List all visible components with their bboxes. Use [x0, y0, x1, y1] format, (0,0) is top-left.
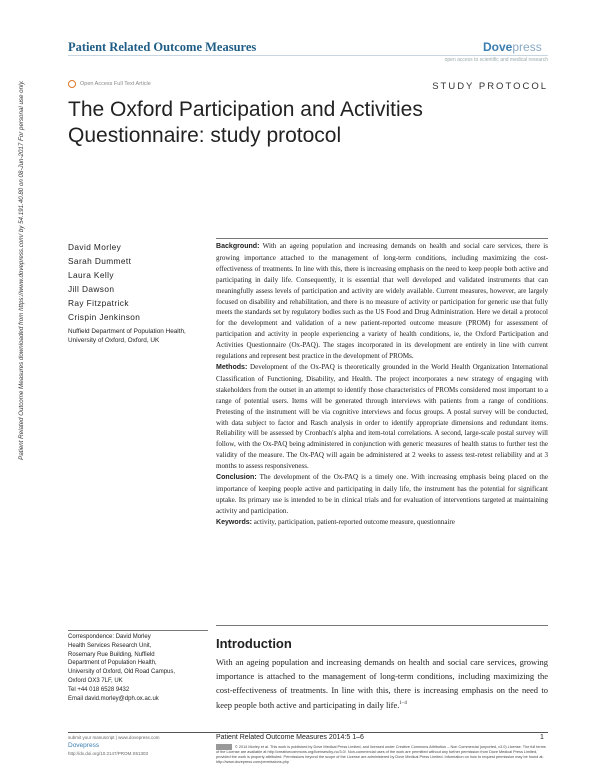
license-text: © 2014 Morley et al. This work is published by Dove Medical Press Limited, and licensed under Creative Commons Attribution – Non Commercial (unported, v3.0) License. The full terms of the License are available at http://creativecommons.org/licenses/by-nc/3.0/. Non-commercial uses of the work are permitted without any further permission from Dove Medical Press Limited, provided the work is properly attributed. Permissions beyond the scope of the License are administered by Dove Medical Press Limited. Information on how to request permission may be found at: http://www.dovepress.com/permissions.php — [216, 745, 546, 764]
author-list — [68, 240, 140, 324]
publisher-logo[interactable] — [483, 40, 542, 54]
author-name: Crispin Jenkinson — [68, 312, 141, 322]
footer-brand[interactable]: Dovepress — [68, 742, 100, 749]
author-affiliation: Nuffield Department of Population Health, University of Oxford, Oxford, UK — [68, 328, 186, 344]
abstract-methods: Methods: Development of the Ox-PAQ is theoretically grounded in the World Health Organization International Classification of Functioning, Disability, and Health. The project incorporates a new strategy of engaging with stakeholders from the outset in an attempt to identify those characteristics of PROMs considered most important to a range of potential users. Items will be generated through interviews with patients from a range of conditions. Pretesting of the instrument will be via cognitive interviews and focus groups. A postal survey will be conducted, with data subject to factor and Rasch analysis in order to identify appropriate dimensions and redundant items. Reliability will be assessed by Cronbach's alpha and item-total correlations. A second, large-scale postal survey will follow, with the Ox-PAQ being administered in conjunction with generic measures of health status to further test the validity of the measure. The Ox-PAQ will again be administered at 2 weeks to assess test-retest reliability and at 3 months to assess responsiveness. — [216, 362, 548, 471]
correspondence-email[interactable]: Email david.morley@dph.ox.ac.uk — [68, 695, 159, 702]
reference-link[interactable]: 1–4 — [399, 701, 407, 707]
abstract-keywords: Keywords: activity, participation, patient-reported outcome measure, questionnaire — [216, 517, 455, 526]
open-access-badge — [68, 80, 151, 88]
article-type: STUDY PROTOCOL — [432, 81, 548, 92]
journal-name[interactable]: Patient Related Outcome Measures — [68, 40, 257, 54]
download-watermark: Patient Related Outcome Measures downloaded from https://www.dovepress.com/ by 54.191.40.80 on 08-Jun-2017 For personal use only. — [18, 80, 25, 460]
submit-link[interactable]: submit your manuscript | www.dovepress.com — [68, 735, 160, 740]
open-access-label: Open Access Full Text Article — [80, 81, 151, 87]
correspondence: Correspondence: David Morley Health Services Research Unit, Rosemary Rue Building, Nuffield Department of Population Health, University of Oxford, Old Road Campus, Oxford OX3 7LF, UK Tel +44 018 6528 9432 Email david.morley@dph.ox.ac.uk — [68, 633, 213, 703]
author-name: Ray Fitzpatrick — [68, 298, 129, 308]
introduction-paragraph: With an ageing population and increasing demands on health and social care services, growing importance is attached to the management of long-term conditions, including maximizing the cost-effectiveness of treatments. In line with this, there is increasing emphasis on the need to keep people both active and participating in daily life.$^{1-4}$ — [216, 657, 548, 711]
abstract-top-rule — [216, 238, 548, 239]
abstract-background: Background: With an ageing population and increasing demands on health and social care services, there is growing importance attached to the management of long-term conditions, including maximizing the cost-effectiveness of treatments. In line with this, there is increasing emphasis on the need to keep people both active and participating in daily life. Consequently, it is essential that well developed and validated instruments that can meaningfully assess levels of participation and activity are widely available. Current measures, however, are largely focused on disability and rehabilitation, and there is no measure of activity or participation for generic use that fully meets the standards set by regulatory bodies such as the US Food and Drug Administration. Here we detail a protocol for the development and validation of a new patient-reported outcome measure (PROM) for assessment of participation and activity in people experiencing a variety of health conditions, ie, the Oxford Participation and Activities Questionnaire (Ox-PAQ). The stages incorporated in its development are entirely in line with current regulations and represent best practice in the development of PROMs. — [216, 242, 548, 361]
publisher-suffix: press — [512, 40, 542, 54]
footer-divider — [68, 732, 548, 733]
author-name: David Morley — [68, 242, 122, 252]
section-heading-introduction: Introduction — [216, 636, 292, 651]
publisher-tagline: open access to scientific and medical research — [444, 57, 548, 63]
correspondence-rule — [68, 630, 208, 631]
publisher-brand: Dove — [483, 40, 513, 54]
doi-link[interactable]: http://dx.doi.org/10.2147/PROM.S51303 — [68, 751, 149, 756]
article-title: The Oxford Participation and Activities Questionnaire: study protocol — [68, 98, 423, 147]
page-number: 1 — [540, 734, 544, 741]
abstract-conclusion: Conclusion: The development of the Ox-PAQ is a timely one. With increasing emphasis being placed on the importance of keeping people active and participating in daily life, the instrument has the potential for significant uptake. Its primary use is intended to be in clinical trials and for evaluation of interventions targeted at maintaining activity and participation. — [216, 473, 548, 515]
abstract — [216, 241, 548, 529]
author-name: Jill Dawson — [68, 284, 115, 294]
footer-publisher — [68, 734, 208, 758]
footer-citation: Patient Related Outcome Measures 2014:5 1–6 — [216, 734, 364, 741]
header-divider — [68, 55, 548, 56]
open-access-icon — [68, 80, 76, 88]
abstract-bottom-rule — [216, 625, 548, 626]
author-name: Sarah Dummett — [68, 256, 132, 266]
author-name: Laura Kelly — [68, 270, 114, 280]
